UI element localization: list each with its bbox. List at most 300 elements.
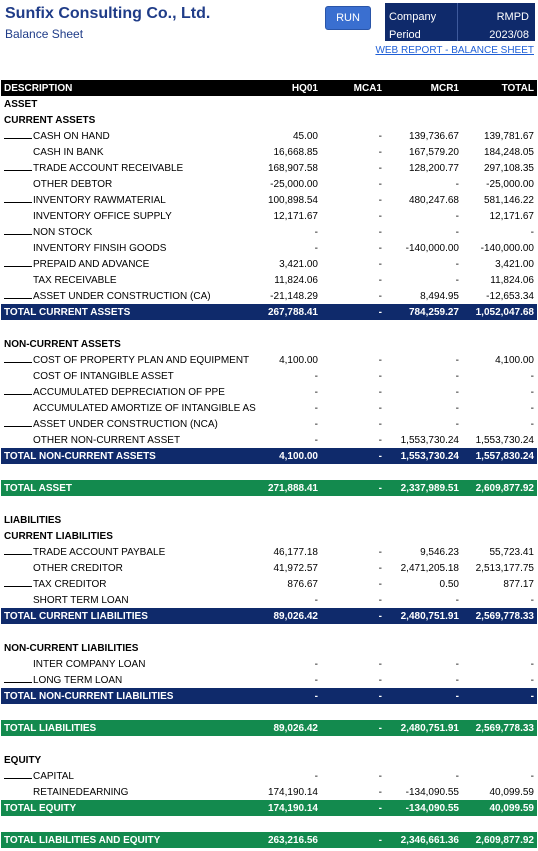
run-button[interactable]: RUN xyxy=(325,6,371,30)
indent-line xyxy=(4,659,32,667)
row-label-cell xyxy=(1,336,226,352)
cell-total: 40,099.59 xyxy=(489,786,534,798)
cell-mca1 xyxy=(321,624,385,640)
section-header-row xyxy=(1,640,537,656)
cell-total: - xyxy=(530,402,534,414)
row-label-cell xyxy=(1,768,226,784)
indent-line xyxy=(4,179,32,187)
row-label-cell xyxy=(1,576,226,592)
cell-mca1 xyxy=(321,512,385,528)
cell-total: 12,171.67 xyxy=(489,210,534,222)
cell-total: 1,553,730.24 xyxy=(475,434,534,446)
cell-mcr1: 167,579.20 xyxy=(408,146,459,158)
row-label-cell xyxy=(1,112,226,128)
row-label-cell xyxy=(1,672,226,688)
cell-total xyxy=(462,528,537,544)
cell-total: 1,557,830.24 xyxy=(462,448,537,464)
cell-hq01 xyxy=(226,624,321,640)
parameter-divider xyxy=(457,3,458,41)
spacer-row xyxy=(1,320,537,336)
cell-hq01: 174,190.14 xyxy=(226,800,321,816)
table-row xyxy=(1,672,537,688)
table-row xyxy=(1,432,537,448)
cell-hq01: 89,026.42 xyxy=(226,608,321,624)
cell-mcr1: 1,553,730.24 xyxy=(385,448,462,464)
table-row xyxy=(1,768,537,784)
cell-hq01: 3,421.00 xyxy=(279,258,318,270)
cell-total: 1,052,047.68 xyxy=(462,304,537,320)
cell-total: 2,569,778.33 xyxy=(462,720,537,736)
cell-hq01 xyxy=(226,336,321,352)
spacer-row xyxy=(1,816,537,832)
cell-hq01: 267,788.41 xyxy=(226,304,321,320)
total-row xyxy=(1,720,537,736)
row-label-cell xyxy=(1,528,226,544)
indent-line xyxy=(4,258,32,267)
cell-total xyxy=(462,464,537,480)
cell-mcr1 xyxy=(385,464,462,480)
spacer-row xyxy=(1,704,537,720)
cell-mcr1: - xyxy=(455,402,459,414)
row-label-cell xyxy=(1,592,226,608)
row-label: INVENTORY RAWMATERIAL xyxy=(33,195,166,206)
row-label: ASSET UNDER CONSTRUCTION (CA) xyxy=(33,291,211,302)
row-label: INVENTORY OFFICE SUPPLY xyxy=(33,210,172,222)
section-header-row xyxy=(1,512,537,528)
table-row xyxy=(1,144,537,160)
row-label-cell xyxy=(1,752,226,768)
row-label: TOTAL NON-CURRENT ASSETS xyxy=(4,450,156,462)
row-label-cell xyxy=(1,800,226,816)
cell-mcr1: - xyxy=(455,770,459,782)
indent-line xyxy=(4,787,32,795)
row-label-cell xyxy=(1,704,226,720)
cell-hq01 xyxy=(226,512,321,528)
cell-mca1: - xyxy=(378,290,382,302)
cell-mcr1: 1,553,730.24 xyxy=(400,434,459,446)
cell-mca1: - xyxy=(378,194,382,206)
column-header-mca1: MCA1 xyxy=(321,80,385,96)
cell-mcr1 xyxy=(385,320,462,336)
cell-mca1 xyxy=(321,816,385,832)
company-value-field[interactable]: RMPD xyxy=(496,11,529,23)
cell-total xyxy=(462,96,537,112)
cell-mca1: - xyxy=(378,162,382,174)
cell-total: - xyxy=(530,370,534,382)
row-label: ACCUMULATED AMORTIZE OF INTANGIBLE AS xyxy=(33,402,256,414)
cell-mca1 xyxy=(321,320,385,336)
cell-hq01: 271,888.41 xyxy=(226,480,321,496)
table-row xyxy=(1,784,537,800)
cell-total: 55,723.41 xyxy=(489,546,534,558)
spacer-row xyxy=(1,464,537,480)
cell-hq01 xyxy=(226,704,321,720)
cell-mca1 xyxy=(321,336,385,352)
row-label-cell xyxy=(1,496,226,512)
indent-line xyxy=(4,563,32,571)
cell-mca1 xyxy=(321,112,385,128)
cell-total: 581,146.22 xyxy=(483,194,534,206)
cell-mcr1: 480,247.68 xyxy=(408,194,459,206)
table-row xyxy=(1,368,537,384)
cell-mcr1: 139,736.67 xyxy=(408,130,459,142)
cell-mca1: - xyxy=(378,594,382,606)
cell-hq01: 876.67 xyxy=(287,578,318,590)
indent-line xyxy=(4,243,32,251)
cell-hq01 xyxy=(226,464,321,480)
cell-mcr1 xyxy=(385,112,462,128)
row-label-cell xyxy=(1,192,226,208)
total-row xyxy=(1,800,537,816)
cell-mcr1: - xyxy=(455,370,459,382)
cell-hq01: - xyxy=(314,242,318,254)
cell-mca1: - xyxy=(378,770,382,782)
cell-hq01: - xyxy=(314,386,318,398)
row-label: OTHER DEBTOR xyxy=(33,178,113,190)
cell-hq01: 46,177.18 xyxy=(273,546,318,558)
indent-line xyxy=(4,275,32,283)
spacer-row xyxy=(1,736,537,752)
table-row xyxy=(1,176,537,192)
cell-hq01 xyxy=(226,640,321,656)
parameter-box xyxy=(385,3,535,41)
cell-mca1 xyxy=(321,496,385,512)
indent-line xyxy=(4,403,32,411)
row-label: INVENTORY FINSIH GOODS xyxy=(33,242,167,254)
cell-total: 2,609,877.92 xyxy=(462,832,537,848)
table-row xyxy=(1,400,537,416)
row-label: OTHER CREDITOR xyxy=(33,562,123,574)
row-label-cell xyxy=(1,448,226,464)
row-label-cell xyxy=(1,320,226,336)
indent-line xyxy=(4,546,32,555)
indent-line xyxy=(4,354,32,363)
cell-mcr1: -134,090.55 xyxy=(405,786,459,798)
indent-line xyxy=(4,674,32,683)
cell-mca1 xyxy=(321,752,385,768)
row-label-cell xyxy=(1,432,226,448)
table-row xyxy=(1,192,537,208)
row-label: TRADE ACCOUNT RECEIVABLE xyxy=(33,163,184,174)
cell-hq01: 45.00 xyxy=(292,130,318,142)
cell-mcr1: - xyxy=(455,658,459,670)
cell-mca1: - xyxy=(378,674,382,686)
cell-mca1 xyxy=(321,640,385,656)
cell-mca1: - xyxy=(321,608,385,624)
cell-mca1 xyxy=(321,464,385,480)
cell-mca1: - xyxy=(378,402,382,414)
column-header-hq01: HQ01 xyxy=(226,80,321,96)
cell-mca1: - xyxy=(321,304,385,320)
cell-mca1: - xyxy=(321,832,385,848)
cell-mcr1: -140,000.00 xyxy=(405,242,459,254)
indent-line xyxy=(4,418,32,427)
cell-total xyxy=(462,816,537,832)
cell-mca1: - xyxy=(378,258,382,270)
cell-hq01 xyxy=(226,752,321,768)
cell-mcr1: -134,090.55 xyxy=(385,800,462,816)
cell-total: 40,099.59 xyxy=(462,800,537,816)
indent-line xyxy=(4,194,32,203)
cell-hq01: - xyxy=(314,370,318,382)
cell-mca1 xyxy=(321,528,385,544)
cell-total: 139,781.67 xyxy=(483,130,534,142)
row-label: COST OF PROPERTY PLAN AND EQUIPMENT xyxy=(33,355,250,366)
cell-hq01: - xyxy=(314,770,318,782)
row-label: ACCUMULATED DEPRECIATION OF PPE xyxy=(33,387,225,398)
table-row xyxy=(1,224,537,240)
indent-line xyxy=(4,770,32,779)
row-label-cell xyxy=(1,240,226,256)
cell-mca1 xyxy=(321,96,385,112)
row-label-cell xyxy=(1,128,226,144)
table-row xyxy=(1,240,537,256)
row-label: RETAINEDEARNING xyxy=(33,786,129,798)
cell-mcr1: - xyxy=(455,418,459,430)
row-label: COST OF INTANGIBLE ASSET xyxy=(33,370,174,382)
cell-total xyxy=(462,736,537,752)
cell-mca1: - xyxy=(378,786,382,798)
cell-total xyxy=(462,704,537,720)
table-body xyxy=(1,96,537,848)
cell-total: -12,653.34 xyxy=(486,290,534,302)
cell-total xyxy=(462,624,537,640)
cell-mcr1: 9,546.23 xyxy=(420,546,459,558)
total-row xyxy=(1,304,537,320)
table-row xyxy=(1,208,537,224)
row-label-cell xyxy=(1,144,226,160)
cell-mca1: - xyxy=(378,546,382,558)
cell-mca1: - xyxy=(378,226,382,238)
cell-hq01 xyxy=(226,320,321,336)
table-row xyxy=(1,288,537,304)
cell-hq01 xyxy=(226,816,321,832)
cell-mca1: - xyxy=(378,130,382,142)
cell-hq01: - xyxy=(314,418,318,430)
cell-hq01: - xyxy=(314,402,318,414)
cell-total: 2,513,177.75 xyxy=(475,562,534,574)
cell-hq01: 12,171.67 xyxy=(273,210,318,222)
table-row xyxy=(1,560,537,576)
indent-line xyxy=(4,211,32,219)
cell-mcr1: - xyxy=(385,688,462,704)
row-label: INTER COMPANY LOAN xyxy=(33,658,146,670)
cell-mca1 xyxy=(321,704,385,720)
row-label-cell xyxy=(1,160,226,176)
table-row xyxy=(1,256,537,272)
column-header-total: TOTAL xyxy=(462,80,537,96)
section-header-row xyxy=(1,96,537,112)
cell-mca1: - xyxy=(378,146,382,158)
cell-total: 3,421.00 xyxy=(495,258,534,270)
cell-mcr1 xyxy=(385,752,462,768)
cell-mcr1 xyxy=(385,336,462,352)
row-label: LONG TERM LOAN xyxy=(33,675,123,686)
row-label: TAX RECEIVABLE xyxy=(33,274,117,286)
cell-total: 877.17 xyxy=(503,578,534,590)
row-label: TOTAL EQUITY xyxy=(4,802,77,814)
cell-mcr1 xyxy=(385,704,462,720)
row-label-cell xyxy=(1,464,226,480)
row-label: CURRENT ASSETS xyxy=(4,114,96,126)
cell-mcr1: - xyxy=(455,226,459,238)
cell-mcr1: - xyxy=(455,674,459,686)
row-label: TRADE ACCOUNT PAYBALE xyxy=(33,547,166,558)
cell-total: 2,569,778.33 xyxy=(462,608,537,624)
cell-mca1: - xyxy=(378,386,382,398)
cell-hq01 xyxy=(226,496,321,512)
table-row xyxy=(1,544,537,560)
cell-hq01: 16,668.85 xyxy=(273,146,318,158)
cell-total: 4,100.00 xyxy=(495,354,534,366)
row-label-cell xyxy=(1,352,250,368)
row-label-cell xyxy=(1,304,226,320)
row-label-cell xyxy=(1,544,226,560)
cell-total xyxy=(462,640,537,656)
table-row xyxy=(1,416,537,432)
row-label: EQUITY xyxy=(4,754,42,766)
cell-mca1: - xyxy=(321,480,385,496)
cell-hq01: 174,190.14 xyxy=(267,786,318,798)
cell-mcr1: 2,337,989.51 xyxy=(385,480,462,496)
cell-mcr1: 2,346,661.36 xyxy=(385,832,462,848)
cell-hq01: 4,100.00 xyxy=(226,448,321,464)
period-value-field[interactable]: 2023/08 xyxy=(489,29,529,41)
cell-mcr1 xyxy=(385,816,462,832)
cell-mca1: - xyxy=(321,688,385,704)
row-label: TOTAL CURRENT ASSETS xyxy=(4,306,131,318)
indent-line xyxy=(4,226,32,235)
cell-total: -25,000.00 xyxy=(486,178,534,190)
cell-total xyxy=(462,112,537,128)
cell-mcr1: - xyxy=(455,594,459,606)
row-label-cell xyxy=(1,560,226,576)
cell-hq01: 11,824.06 xyxy=(274,274,318,286)
row-label-cell xyxy=(1,816,226,832)
cell-mcr1 xyxy=(385,512,462,528)
cell-mca1: - xyxy=(378,370,382,382)
web-report-link[interactable]: WEB REPORT - BALANCE SHEET xyxy=(375,45,534,56)
cell-hq01: -25,000.00 xyxy=(270,178,318,190)
indent-line xyxy=(4,130,32,139)
cell-total: - xyxy=(530,226,534,238)
cell-total: 2,609,877.92 xyxy=(462,480,537,496)
indent-line xyxy=(4,147,32,155)
cell-mcr1: - xyxy=(455,274,459,286)
row-label: NON STOCK xyxy=(33,227,93,238)
cell-hq01: 168,907.58 xyxy=(267,162,318,174)
cell-mcr1 xyxy=(385,496,462,512)
row-label-cell xyxy=(1,688,226,704)
row-label: CASH IN BANK xyxy=(33,146,104,158)
indent-line xyxy=(4,595,32,603)
cell-mca1: - xyxy=(378,658,382,670)
row-label: TAX CREDITOR xyxy=(33,579,107,590)
cell-mcr1: 2,471,205.18 xyxy=(400,562,459,574)
cell-mcr1: 0.50 xyxy=(439,578,459,590)
cell-total: - xyxy=(530,594,534,606)
cell-total: - xyxy=(530,770,534,782)
cell-mca1: - xyxy=(321,800,385,816)
balance-sheet-table xyxy=(1,80,537,848)
cell-hq01: 263,216.56 xyxy=(226,832,321,848)
row-label-cell xyxy=(1,784,226,800)
cell-mca1: - xyxy=(321,448,385,464)
cell-mcr1 xyxy=(385,736,462,752)
cell-mcr1: - xyxy=(455,386,459,398)
row-label: NON-CURRENT LIABILITIES xyxy=(4,642,139,654)
cell-total: - xyxy=(530,418,534,430)
report-subtitle: Balance Sheet xyxy=(5,27,84,41)
row-label: OTHER NON-CURRENT ASSET xyxy=(33,434,181,446)
period-label: Period xyxy=(389,29,421,41)
spacer-row xyxy=(1,496,537,512)
indent-line xyxy=(4,371,32,379)
cell-mca1: - xyxy=(378,562,382,574)
cell-hq01: - xyxy=(314,434,318,446)
indent-line xyxy=(4,386,32,395)
cell-total xyxy=(462,752,537,768)
table-row xyxy=(1,384,537,400)
cell-mca1: - xyxy=(378,210,382,222)
indent-line xyxy=(4,578,32,587)
column-header-mcr1: MCR1 xyxy=(385,80,462,96)
cell-mca1: - xyxy=(378,178,382,190)
cell-total xyxy=(462,512,537,528)
table-row xyxy=(1,576,537,592)
table-row xyxy=(1,592,537,608)
row-label: TOTAL LIABILITIES xyxy=(4,722,97,734)
row-label-cell xyxy=(1,480,226,496)
row-label-cell xyxy=(1,384,226,400)
cell-mca1: - xyxy=(378,354,382,366)
total-row xyxy=(1,608,537,624)
row-label: ASSET xyxy=(4,98,38,110)
indent-line xyxy=(4,435,32,443)
cell-hq01: - xyxy=(226,688,321,704)
row-label-cell xyxy=(1,400,256,416)
cell-hq01 xyxy=(226,96,321,112)
table-row xyxy=(1,656,537,672)
row-label: TOTAL LIABILITIES AND EQUITY xyxy=(4,834,161,846)
cell-mcr1 xyxy=(385,96,462,112)
cell-mca1: - xyxy=(378,242,382,254)
row-label-cell xyxy=(1,272,226,288)
cell-mca1: - xyxy=(378,434,382,446)
cell-mcr1: - xyxy=(455,258,459,270)
cell-hq01: - xyxy=(314,658,318,670)
cell-hq01: 100,898.54 xyxy=(267,194,318,206)
row-label-cell xyxy=(1,416,226,432)
cell-mca1 xyxy=(321,736,385,752)
cell-mcr1 xyxy=(385,624,462,640)
row-label-cell xyxy=(1,256,226,272)
total-row xyxy=(1,480,537,496)
total-row xyxy=(1,448,537,464)
cell-total: 11,824.06 xyxy=(490,274,534,286)
company-label: Company xyxy=(389,11,437,23)
cell-total xyxy=(462,336,537,352)
table-row xyxy=(1,160,537,176)
cell-mcr1: 128,200.77 xyxy=(408,162,459,174)
row-label: SHORT TERM LOAN xyxy=(33,594,129,606)
row-label-cell xyxy=(1,368,226,384)
cell-total: 297,108.35 xyxy=(483,162,534,174)
row-label-cell xyxy=(1,288,226,304)
table-row xyxy=(1,272,537,288)
cell-hq01: - xyxy=(314,674,318,686)
cell-mca1: - xyxy=(378,274,382,286)
